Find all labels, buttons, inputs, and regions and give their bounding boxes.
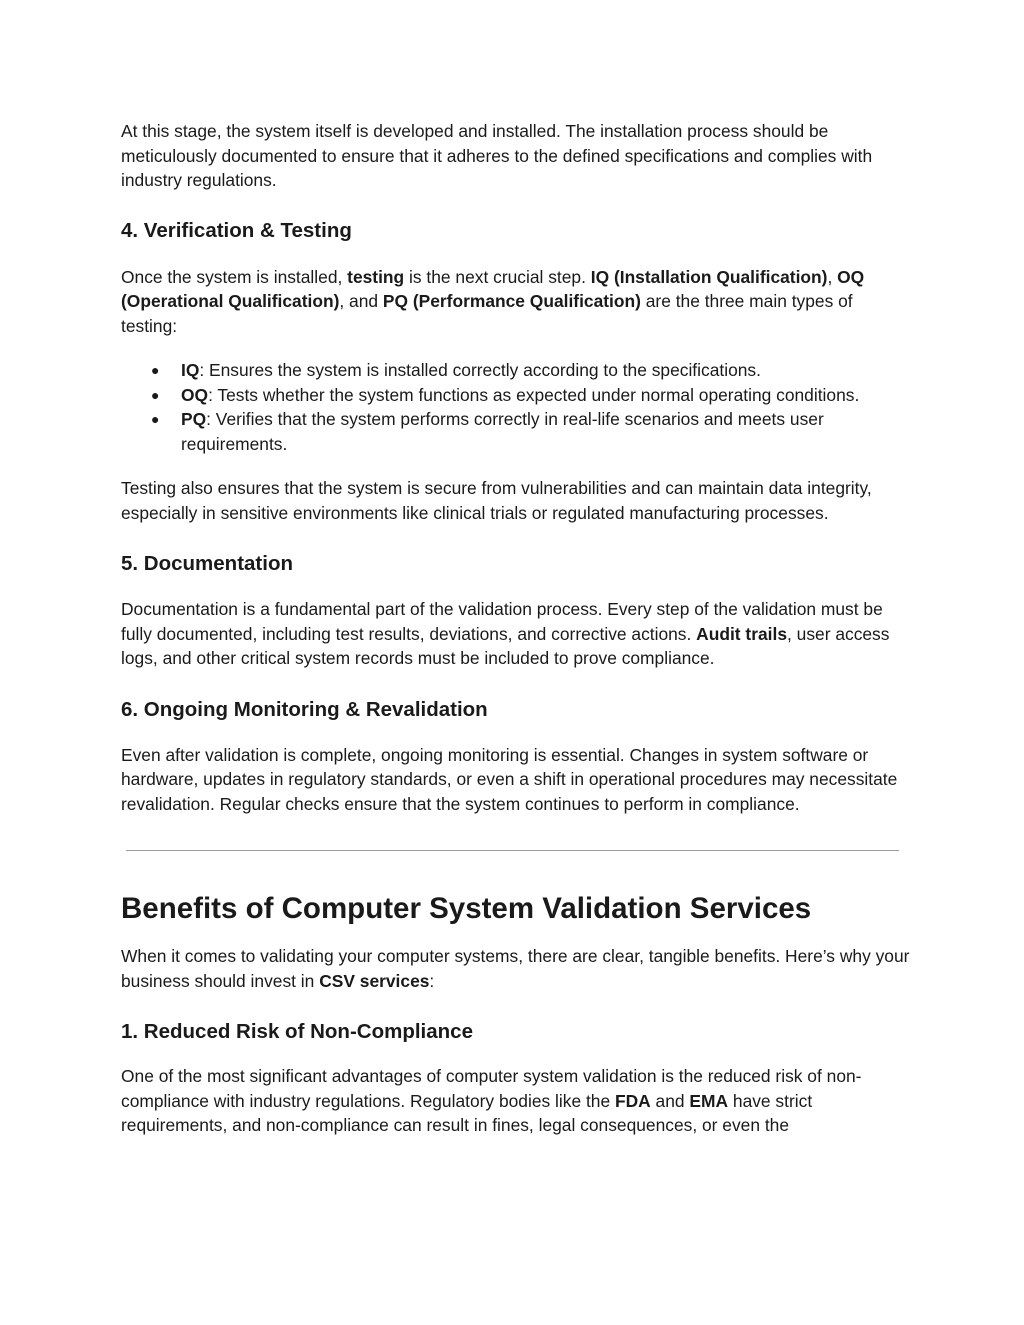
intro-paragraph: At this stage, the system itself is developed and installed. The installation process should be meticulously documented to ensure that it adheres to the defined specifications and complies with industry regulations. xyxy=(121,121,873,190)
benefits-paragraph xyxy=(121,944,911,993)
testing-security-paragraph: Testing also ensures that the system is secure from vulnerabilities and can maintain data integrity, especially in sensitive environments like clinical trials or regulated manufacturing processes. xyxy=(121,478,872,523)
verification-text-e: , xyxy=(827,266,838,287)
bullet-icon: ● xyxy=(151,386,160,403)
bullet-icon: ● xyxy=(151,362,160,378)
benefits-heading: Benefits of Computer System Validation Services xyxy=(121,892,812,925)
verification-text-i: are the three main types of testing: xyxy=(121,291,853,336)
documentation-heading: 5. Documentation xyxy=(121,552,293,575)
list-item-iq xyxy=(121,358,911,383)
list-item-desc: : Tests whether the system functions as expected under normal operating conditions. xyxy=(208,384,860,405)
verification-text-a: Once the system is installed, xyxy=(121,266,348,287)
documentation-text-a: Documentation is a fundamental part of the validation process. Every step of the validation must be fully documented, including test results, deviations, and corrective actions. xyxy=(121,599,883,644)
verification-text-c: is the next crucial step. xyxy=(404,266,591,287)
documentation-paragraph xyxy=(121,597,911,671)
risk-text-e: have strict requirements, and non-compliance can result in fines, legal consequences, or even the xyxy=(121,1090,813,1135)
audit-trails-bold: Audit trails xyxy=(696,623,787,644)
list-item-desc: : Verifies that the system performs correctly in real-life scenarios and meets user requirements. xyxy=(181,409,824,454)
document-page xyxy=(121,119,911,1138)
testing-types-list xyxy=(121,358,911,456)
benefits-text-a: When it comes to validating your computer systems, there are clear, tangible benefits. Here’s why your business should invest in xyxy=(121,946,910,991)
risk-paragraph xyxy=(121,1064,911,1138)
fda-bold: FDA xyxy=(614,1090,651,1111)
list-item-oq xyxy=(121,383,911,408)
monitoring-heading: 6. Ongoing Monitoring & Revalidation xyxy=(121,697,488,721)
list-item-term: OQ xyxy=(181,384,209,405)
benefits-text-c: : xyxy=(429,970,435,991)
pq-bold: PQ (Performance Qualification) xyxy=(382,291,641,311)
list-item-pq xyxy=(121,407,911,456)
bullet-icon: ● xyxy=(151,411,160,427)
risk-text-a: One of the most significant advantages of computer system validation is the reduced risk of non-compliance with industry regulations. Regulatory bodies like the xyxy=(121,1066,862,1111)
risk-text-c: and xyxy=(650,1090,690,1111)
list-item-term: IQ xyxy=(181,360,200,380)
monitoring-paragraph: Even after validation is complete, ongoing monitoring is essential. Changes in system software or hardware, updates in regulatory standards, or even a shift in operational procedures may necessitate revalidation. Regular checks ensure that the system continues to perform in compliance. xyxy=(121,744,898,814)
iq-bold: IQ (Installation Qualification) xyxy=(590,266,828,287)
ema-bold: EMA xyxy=(689,1090,729,1111)
list-item-term: PQ xyxy=(181,409,207,429)
testing-bold: testing xyxy=(347,266,405,287)
verification-paragraph xyxy=(121,265,911,339)
verification-text-g: , and xyxy=(339,291,383,311)
oq-bold: OQ (Operational Qualification) xyxy=(121,266,865,311)
list-item-desc: : Ensures the system is installed correctly according to the specifications. xyxy=(199,360,761,380)
csv-services-bold: CSV services xyxy=(319,970,430,991)
section-divider xyxy=(126,850,899,851)
risk-heading: 1. Reduced Risk of Non-Compliance xyxy=(121,1020,473,1043)
documentation-text-c: , user access logs, and other critical system records must be included to prove compliance. xyxy=(121,623,890,668)
verification-heading: 4. Verification & Testing xyxy=(121,218,352,242)
